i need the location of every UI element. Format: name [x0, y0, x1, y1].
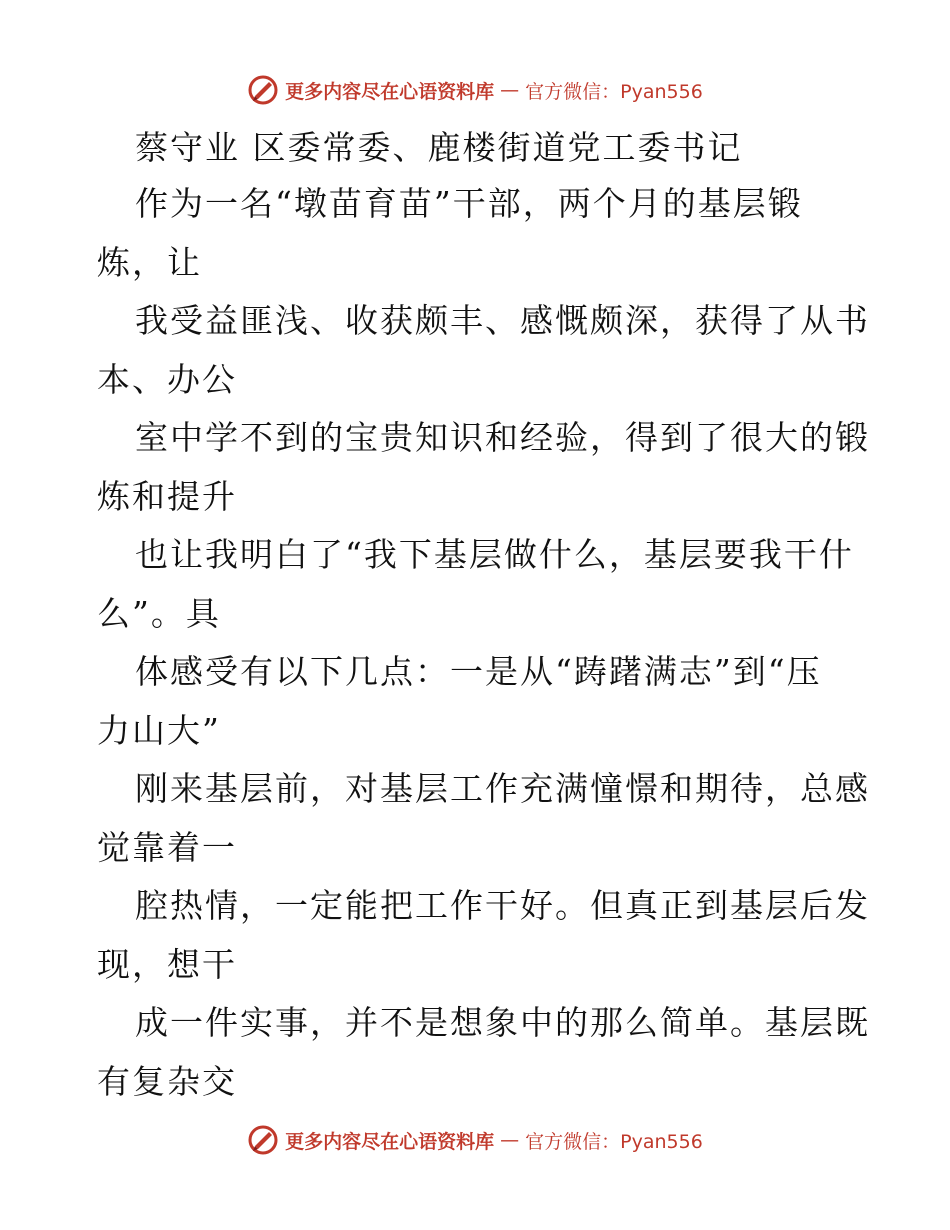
text-line: 腔热情，一定能把工作干好。但真正到基层后发 — [135, 886, 870, 925]
text-line: 炼，让 — [97, 243, 202, 282]
text-line: 作为一名“墩苗育苗”干部，两个月的基层锻 — [135, 184, 803, 223]
footer-dash: — — [500, 1129, 520, 1151]
text-line: 本、办公 — [97, 360, 237, 399]
text-line: 么”。具 — [97, 594, 221, 633]
pen-logo-icon — [247, 1124, 279, 1156]
text-line: 觉靠着一 — [97, 828, 237, 867]
text-line: 也让我明白了“我下基层做什么，基层要我干什 — [135, 535, 854, 574]
header-banner — [0, 70, 950, 110]
text-line: 室中学不到的宝贵知识和经验，得到了很大的锻 — [135, 418, 870, 457]
text-line: 力山大” — [97, 711, 221, 750]
footer-banner — [0, 1120, 950, 1160]
text-line: 刚来基层前，对基层工作充满憧憬和期待，总感 — [135, 769, 870, 808]
text-line: 体感受有以下几点：一是从“踌躇满志”到“压 — [135, 652, 822, 691]
footer-promo-text: 更多内容尽在心语资料库 — [285, 1130, 495, 1153]
text-line: 炼和提升 — [97, 477, 237, 516]
header-wechat-text: 官方微信：Pyan556 — [525, 80, 703, 103]
footer-wechat-text: 官方微信：Pyan556 — [525, 1130, 703, 1153]
header-dash: — — [500, 79, 520, 101]
text-line: 成一件实事，并不是想象中的那么简单。基层既 — [135, 1003, 870, 1042]
text-line: 我受益匪浅、收获颇丰、感慨颇深，获得了从书 — [135, 301, 870, 340]
text-line: 现，想干 — [97, 945, 237, 984]
text-line: 蔡守业 区委常委、鹿楼街道党工委书记 — [135, 128, 743, 167]
header-promo-text: 更多内容尽在心语资料库 — [285, 80, 495, 103]
pen-logo-icon — [247, 74, 279, 106]
text-line: 有复杂交 — [97, 1062, 237, 1101]
